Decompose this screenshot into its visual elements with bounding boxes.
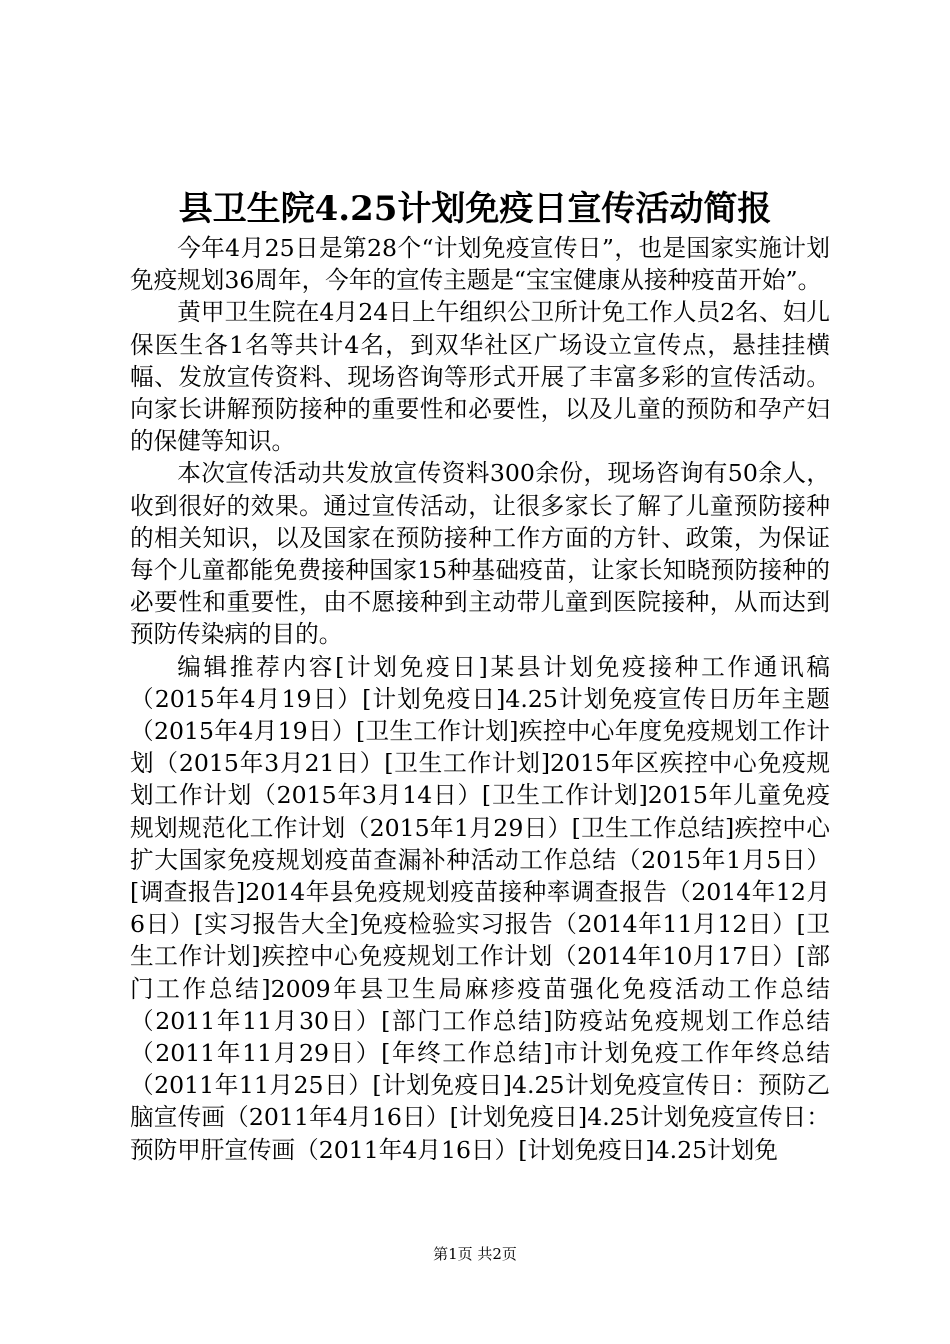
paragraph-result: 本次宣传活动共发放宣传资料300余份，现场咨询有50余人，收到很好的效果。通过宣传活动，让很多家长了解了儿童预防接种的相关知识，以及国家在预防接种工作方面的方针、政策，为保证每个儿童都能免费接种国家15种基础疫苗，让家长知晓预防接种的必要性和重要性，由不愿接种到主动带儿童到医院接种，从而达到预防传染病的目的。: [130, 459, 830, 649]
document-body: [130, 232, 830, 1166]
page-number-footer: 第1页 共2页: [433, 1245, 517, 1263]
paragraph-intro: 今年4月25日是第28个“计划免疫宣传日”，也是国家实施计划免疫规划36周年，今年的宣传主题是“宝宝健康从接种疫苗开始”。: [130, 234, 830, 295]
paragraph-recommended: 编辑推荐内容[计划免疫日]某县计划免疫接种工作通讯稿（2015年4月19日）[计划免疫日]4.25计划免疫宣传日历年主题（2015年4月19日）[卫生工作计划]疾控中心年度免疫规划工作计划（2015年3月21日）[卫生工作计划]2015年区疾控中心免疫规划工作计划（2015年3月14日）[卫生工作计划]2015年儿童免疫规划规范化工作计划（2015年1月29日）[卫生工作总结]疾控中心扩大国家免疫规划疫苗查漏补种活动工作总结（2015年1月5日）[调查报告]2014年县免疫规划疫苗接种率调查报告（2014年12月6日）[实习报告大全]免疫检验实习报告（2014年11月12日）[卫生工作计划]疾控中心免疫规划工作计划（2014年10月17日）[部门工作总结]2009年县卫生局麻疹疫苗强化免疫活动工作总结（2011年11月30日）[部门工作总结]防疫站免疫规划工作总结（2011年11月29日）[年终工作总结]市计划免疫工作年终总结（2011年11月25日）[计划免疫日]4.25计划免疫宣传日：预防乙脑宣传画（2011年4月16日）[计划免疫日]4.25计划免疫宣传日：预防甲肝宣传画（2011年4月16日）[计划免疫日]4.25计划免: [130, 652, 830, 1164]
paragraph-activity: 黄甲卫生院在4月24日上午组织公卫所计免工作人员2名、妇儿保医生各1名等共计4名，到双华社区广场设立宣传点，悬挂挂横幅、发放宣传资料、现场咨询等形式开展了丰富多彩的宣传活动。向家长讲解预防接种的重要性和必要性，以及儿童的预防和孕产妇的保健等知识。: [130, 298, 830, 456]
document-title: 县卫生院4.25计划免疫日宣传活动简报: [178, 189, 772, 229]
